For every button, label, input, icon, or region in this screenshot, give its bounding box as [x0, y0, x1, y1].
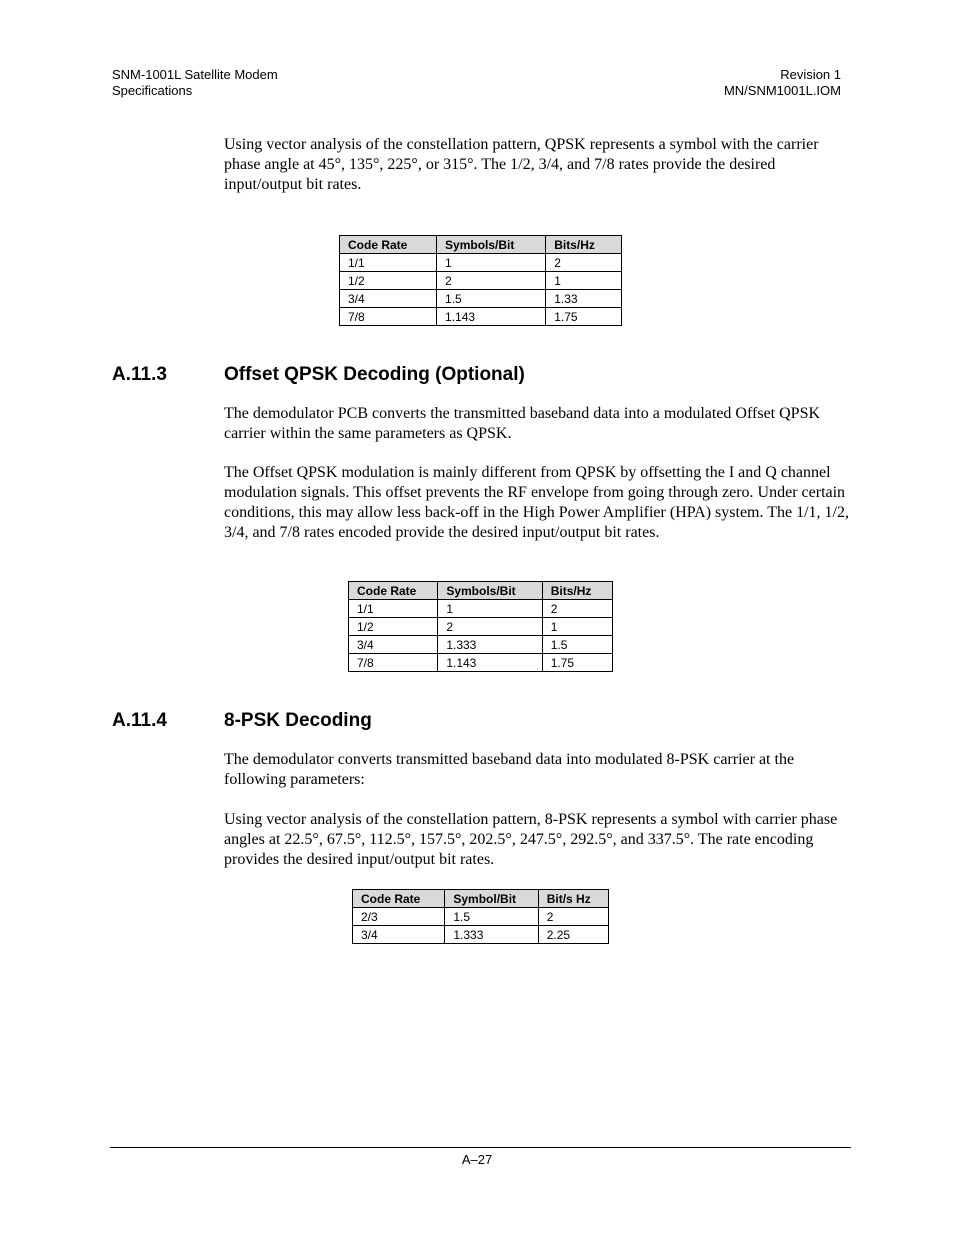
page-header-left: [112, 67, 278, 99]
table-cell: 1: [437, 254, 546, 272]
document-number: MN/SNM1001L.IOM: [723, 83, 841, 98]
table-cell: 1.5: [437, 290, 546, 308]
table-cell: 1/2: [340, 272, 437, 290]
table-cell: 1/1: [349, 600, 438, 618]
section-heading-8psk: [112, 709, 372, 733]
table-cell: 1.75: [546, 308, 622, 326]
table-row: [353, 908, 609, 926]
section-title: Offset QPSK Decoding (Optional): [224, 364, 525, 385]
column-header: Symbols/Bit: [438, 582, 542, 600]
table-cell: 2.25: [538, 926, 608, 944]
table-cell: 1.75: [542, 654, 612, 672]
column-header: Code Rate: [349, 582, 438, 600]
table-cell: 1/1: [340, 254, 437, 272]
table-row: [349, 618, 613, 636]
section-heading-offset-qpsk: [112, 363, 525, 387]
document-section: Specifications: [112, 83, 193, 98]
table-cell: 3/4: [349, 636, 438, 654]
document-title: SNM-1001L Satellite Modem: [112, 67, 278, 82]
table-row: [349, 654, 613, 672]
table-cell: 1: [546, 272, 622, 290]
table-cell: 1.333: [438, 636, 542, 654]
8psk-paragraph-2: Using vector analysis of the constellation pattern, 8-PSK represents a symbol with carrier phase angles at 22.5°, 67.5°, 112.5°, 157.5°, 202.5°, 247.5°, 292.5°, and 337.5°. The rate encoding provides the desired input/output bit rates.: [224, 811, 838, 868]
table-cell: 2/3: [353, 908, 445, 926]
table-row: [349, 600, 613, 618]
offset-qpsk-paragraph-2: The Offset QPSK modulation is mainly different from QPSK by offsetting the I and Q channel modulation signals. This offset prevents the RF envelope from going through zero. Under certain conditions, this may allow less back-off in the High Power Amplifier (HPA) system. The 1/1, 1/2, 3/4, and 7/8 rates encoded provide the desired input/output bit rates.: [224, 464, 849, 541]
table-row: [353, 926, 609, 944]
section-number: A.11.4: [112, 710, 167, 731]
column-header: Bit/s Hz: [538, 890, 608, 908]
footer-divider: [110, 1147, 851, 1148]
column-header: Code Rate: [353, 890, 445, 908]
table-header-row: [349, 582, 613, 600]
column-header: Bits/Hz: [542, 582, 612, 600]
qpsk-rate-table: [339, 235, 622, 326]
table-row: [340, 308, 622, 326]
table-cell: 2: [542, 600, 612, 618]
table-cell: 1.333: [445, 926, 538, 944]
table-row: [349, 636, 613, 654]
table-cell: 1/2: [349, 618, 438, 636]
column-header: Code Rate: [340, 236, 437, 254]
table-cell: 2: [538, 908, 608, 926]
offset-qpsk-rate-table: [348, 581, 613, 672]
table-cell: 2: [438, 618, 542, 636]
table-row: [340, 290, 622, 308]
column-header: Symbols/Bit: [437, 236, 546, 254]
page-number: A–27: [461, 1152, 493, 1167]
table-cell: 1: [542, 618, 612, 636]
table-cell: 1.33: [546, 290, 622, 308]
section-title: 8-PSK Decoding: [224, 710, 372, 731]
table-cell: 7/8: [349, 654, 438, 672]
table-cell: 3/4: [340, 290, 437, 308]
8psk-rate-table: [352, 889, 609, 944]
table-cell: 1: [438, 600, 542, 618]
table-cell: 3/4: [353, 926, 445, 944]
section-number: A.11.3: [112, 364, 167, 385]
table-cell: 1.5: [445, 908, 538, 926]
table-row: [340, 254, 622, 272]
offset-qpsk-paragraph-1: The demodulator PCB converts the transmitted baseband data into a modulated Offset QPSK carrier within the same parameters as QPSK.: [224, 405, 821, 442]
table-cell: 1.143: [438, 654, 542, 672]
revision-label: Revision 1: [780, 67, 841, 82]
column-header: Symbol/Bit: [445, 890, 538, 908]
table-cell: 2: [546, 254, 622, 272]
8psk-paragraph-1: The demodulator converts transmitted baseband data into modulated 8-PSK carrier at the following parameters:: [224, 751, 795, 788]
table-cell: 7/8: [340, 308, 437, 326]
column-header: Bits/Hz: [546, 236, 622, 254]
table-cell: 1.5: [542, 636, 612, 654]
page-header-right: [724, 67, 841, 99]
table-header-row: [353, 890, 609, 908]
table-cell: 1.143: [437, 308, 546, 326]
table-cell: 2: [437, 272, 546, 290]
table-row: [340, 272, 622, 290]
intro-paragraph: Using vector analysis of the constellation pattern, QPSK represents a symbol with the carrier phase angle at 45°, 135°, 225°, or 315°. The 1/2, 3/4, and 7/8 rates provide the desired input/output bit rates.: [224, 136, 819, 193]
table-header-row: [340, 236, 622, 254]
